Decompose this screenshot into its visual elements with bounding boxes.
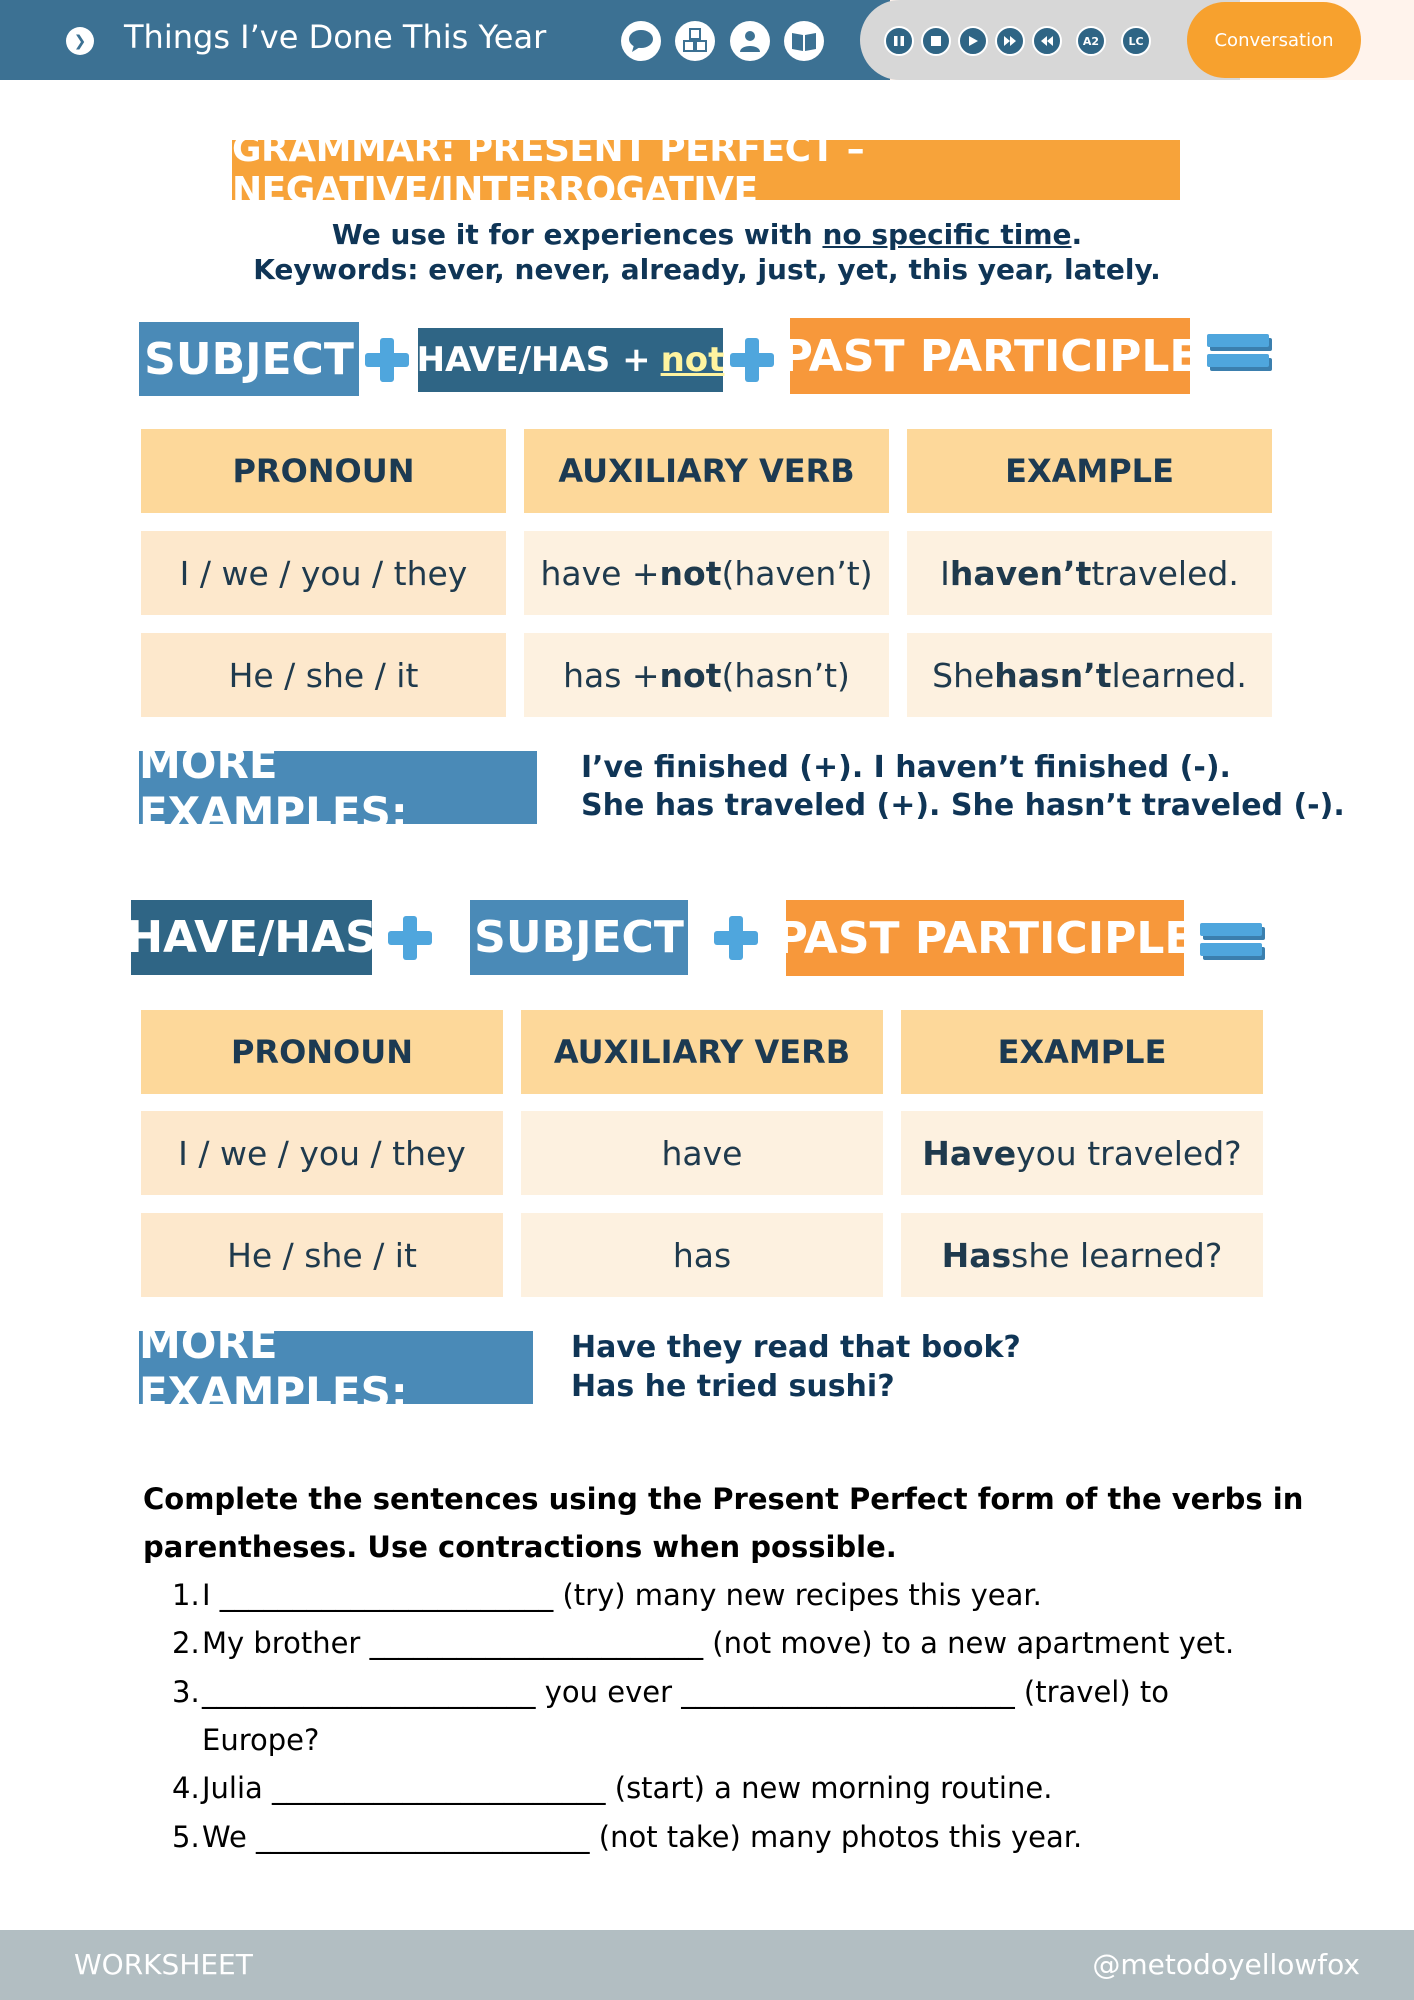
table-header-example: EXAMPLE — [901, 1010, 1263, 1094]
table-header-auxiliary: AUXILIARY VERB — [524, 429, 889, 513]
aux-bold-text: not — [659, 553, 722, 593]
table-cell-example — [901, 1111, 1263, 1195]
example-bold-text: haven’t — [949, 553, 1092, 593]
table-header-pronoun: PRONOUN — [141, 1010, 503, 1094]
exercise-item — [172, 1578, 1042, 1612]
table-cell-pronoun: I / we / you / they — [141, 531, 506, 615]
item-text[interactable]: I _______________________ (try) many new recipes this year. — [202, 1578, 1042, 1612]
intro-text: We use it for experiences with — [331, 218, 823, 251]
plus-icon — [730, 338, 774, 382]
more-example-line: She has traveled (+). She hasn’t traveled (-). — [581, 788, 1345, 823]
aux-text: has + — [563, 655, 660, 695]
table-cell-auxiliary: has — [521, 1213, 883, 1297]
table-cell-auxiliary: have — [521, 1111, 883, 1195]
level-badge[interactable]: A2 — [1076, 26, 1106, 56]
exercise-item — [172, 1626, 1234, 1660]
more-example-line: Has he tried sushi? — [571, 1369, 895, 1404]
intro-period: . — [1071, 218, 1083, 251]
plus-icon — [388, 916, 432, 960]
stop-icon[interactable] — [921, 26, 951, 56]
formula-aux-text: HAVE/HAS + — [416, 340, 651, 380]
play-icon[interactable] — [958, 26, 988, 56]
speech-bubble-icon[interactable] — [621, 21, 661, 61]
table-cell-example — [901, 1213, 1263, 1297]
item-number: 3. — [172, 1675, 200, 1709]
exercise-item — [172, 1675, 1169, 1709]
equals-icon — [1200, 917, 1264, 961]
intro-underlined-text: no specific time — [822, 218, 1072, 251]
item-text[interactable]: My brother _______________________ (not move) to a new apartment yet. — [202, 1626, 1235, 1660]
intro-keywords: Keywords: ever, never, already, just, yet, this year, lately. — [253, 253, 1161, 286]
table-cell-auxiliary — [524, 633, 889, 717]
example-bold-text: Has — [941, 1235, 1012, 1275]
grammar-title: GRAMMAR: PRESENT PERFECT – NEGATIVE/INTERROGATIVE — [232, 140, 1180, 200]
plus-icon — [365, 338, 409, 382]
conversation-button[interactable]: Conversation — [1187, 2, 1361, 78]
item-number: 2. — [172, 1626, 200, 1660]
alphabet-blocks-icon[interactable] — [675, 21, 715, 61]
item-number: 5. — [172, 1820, 200, 1854]
example-text: She — [932, 655, 995, 695]
aux-contraction: (hasn’t) — [721, 655, 850, 695]
example-text: I — [940, 553, 950, 593]
example-text: you traveled? — [1016, 1133, 1242, 1173]
table-header-auxiliary: AUXILIARY VERB — [521, 1010, 883, 1094]
exercise-item-continuation — [172, 1723, 319, 1757]
book-icon[interactable] — [784, 21, 824, 61]
table-header-pronoun: PRONOUN — [141, 429, 506, 513]
intro-line-1 — [0, 218, 1414, 251]
footer-worksheet-label: WORKSHEET — [74, 1948, 253, 1981]
rewind-icon[interactable] — [1032, 26, 1062, 56]
example-bold-text: Have — [922, 1133, 1017, 1173]
table-header-example: EXAMPLE — [907, 429, 1272, 513]
formula-participle-chip: PAST PARTICIPLE — [786, 900, 1184, 976]
lc-badge[interactable]: LC — [1121, 26, 1151, 56]
formula-not-text: not — [660, 340, 725, 380]
more-example-line: I’ve finished (+). I haven’t finished (-). — [581, 750, 1231, 785]
example-bold-text: hasn’t — [994, 655, 1112, 695]
more-example-line: Have they read that book? — [571, 1330, 1021, 1365]
table-cell-pronoun: I / we / you / they — [141, 1111, 503, 1195]
example-text: traveled. — [1091, 553, 1239, 593]
more-examples-label: MORE EXAMPLES: — [139, 751, 537, 824]
top-bar — [0, 0, 1414, 80]
example-text: she learned? — [1011, 1235, 1223, 1275]
formula-subject-chip: SUBJECT — [470, 900, 688, 975]
fast-forward-icon[interactable] — [995, 26, 1025, 56]
table-cell-example — [907, 531, 1272, 615]
aux-text: have + — [540, 553, 660, 593]
plus-icon — [714, 916, 758, 960]
item-text: Europe? — [202, 1723, 320, 1757]
exercise-item — [172, 1771, 1052, 1805]
footer-bar — [0, 1930, 1414, 2000]
table-cell-example — [907, 633, 1272, 717]
formula-aux-chip — [418, 328, 723, 392]
item-number: 4. — [172, 1771, 200, 1805]
formula-aux-chip: HAVE/HAS — [131, 900, 372, 975]
table-cell-pronoun: He / she / it — [141, 1213, 503, 1297]
exercise-instructions: parentheses. Use contractions when possible. — [143, 1530, 897, 1564]
lesson-title: Things I’ve Done This Year — [124, 18, 547, 56]
item-number: 1. — [172, 1578, 200, 1612]
item-text[interactable]: We _______________________ (not take) many photos this year. — [202, 1820, 1083, 1854]
exercise-item — [172, 1820, 1082, 1854]
formula-subject-chip: SUBJECT — [139, 322, 359, 396]
exercise-instructions: Complete the sentences using the Present Perfect form of the verbs in — [143, 1482, 1304, 1516]
user-icon[interactable] — [730, 21, 770, 61]
item-text[interactable]: Julia _______________________ (start) a new morning routine. — [202, 1771, 1053, 1805]
example-text: learned. — [1111, 655, 1247, 695]
table-cell-pronoun: He / she / it — [141, 633, 506, 717]
table-cell-auxiliary — [524, 531, 889, 615]
chevron-right-icon[interactable]: ❯ — [66, 27, 94, 55]
item-text[interactable]: _______________________ you ever _______________________ (travel) to — [202, 1675, 1170, 1709]
formula-participle-chip: PAST PARTICIPLE — [790, 318, 1190, 394]
aux-bold-text: not — [659, 655, 722, 695]
pause-icon[interactable] — [884, 26, 914, 56]
footer-handle: @metodoyellowfox — [1092, 1948, 1360, 1981]
aux-contraction: (haven’t) — [721, 553, 873, 593]
more-examples-label: MORE EXAMPLES: — [139, 1331, 533, 1404]
equals-icon — [1207, 328, 1271, 372]
